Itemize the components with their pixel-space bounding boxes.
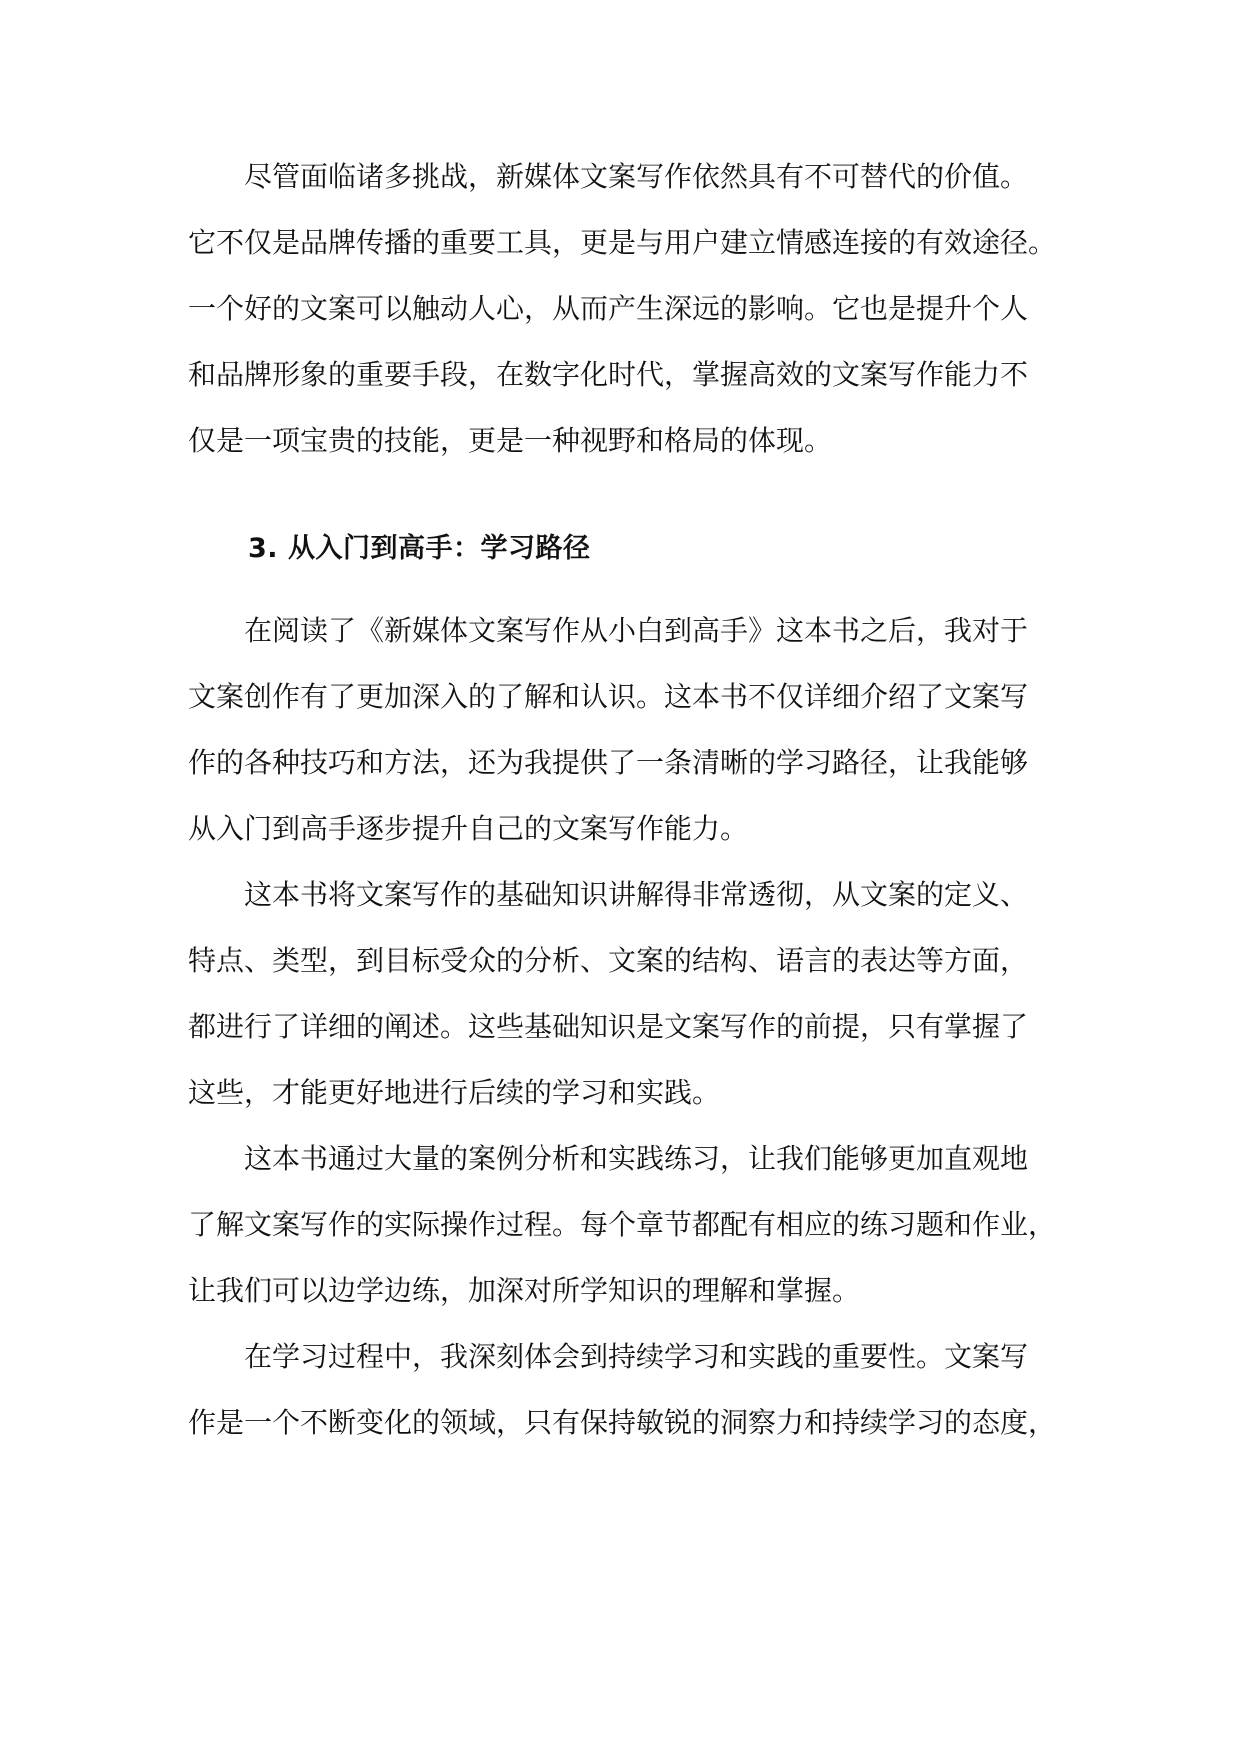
paragraph-line: 一个好的文案可以触动人心，从而产生深远的影响。它也是提升个人	[188, 292, 1029, 325]
paragraph-line: 在阅读了《新媒体文案写作从小白到高手》这本书之后，我对于	[244, 614, 1029, 647]
paragraph-line: 仅是一项宝贵的技能，更是一种视野和格局的体现。	[188, 424, 833, 457]
paragraph-line: 尽管面临诸多挑战，新媒体文案写作依然具有不可替代的价值。	[244, 160, 1029, 193]
paragraph-line: 让我们可以边学边练，加深对所学知识的理解和掌握。	[188, 1274, 861, 1307]
paragraph-line: 特点、类型，到目标受众的分析、文案的结构、语言的表达等方面，	[188, 944, 1029, 977]
paragraph-5	[188, 1324, 1088, 1456]
paragraph-line: 作是一个不断变化的领域，只有保持敏锐的洞察力和持续学习的态度，	[188, 1406, 1057, 1439]
paragraph-1	[188, 144, 1088, 474]
paragraph-line: 这本书将文案写作的基础知识讲解得非常透彻，从文案的定义、	[244, 878, 1029, 911]
section-heading: 3. 从入门到高手：学习路径	[248, 533, 591, 564]
heading-spacer	[188, 582, 1088, 598]
paragraph-line: 它不仅是品牌传播的重要工具，更是与用户建立情感连接的有效途径。	[188, 226, 1057, 259]
paragraph-line: 了解文案写作的实际操作过程。每个章节都配有相应的练习题和作业，	[188, 1208, 1057, 1241]
paragraph-line: 和品牌形象的重要手段，在数字化时代，掌握高效的文案写作能力不	[188, 358, 1029, 391]
paragraph-3	[188, 862, 1088, 1126]
paragraph-line: 从入门到高手逐步提升自己的文案写作能力。	[188, 812, 749, 845]
paragraph-line: 这本书通过大量的案例分析和实践练习，让我们能够更加直观地	[244, 1142, 1029, 1175]
document-body	[188, 144, 1088, 1456]
paragraph-2	[188, 598, 1088, 862]
section-spacer	[188, 474, 1088, 516]
paragraph-line: 在学习过程中，我深刻体会到持续学习和实践的重要性。文案写	[244, 1340, 1029, 1373]
paragraph-line: 作的各种技巧和方法，还为我提供了一条清晰的学习路径，让我能够	[188, 746, 1029, 779]
paragraph-line: 这些，才能更好地进行后续的学习和实践。	[188, 1076, 721, 1109]
paragraph-4	[188, 1126, 1088, 1324]
paragraph-line: 文案创作有了更加深入的了解和认识。这本书不仅详细介绍了文案写	[188, 680, 1029, 713]
paragraph-line: 都进行了详细的阐述。这些基础知识是文案写作的前提，只有掌握了	[188, 1010, 1029, 1043]
